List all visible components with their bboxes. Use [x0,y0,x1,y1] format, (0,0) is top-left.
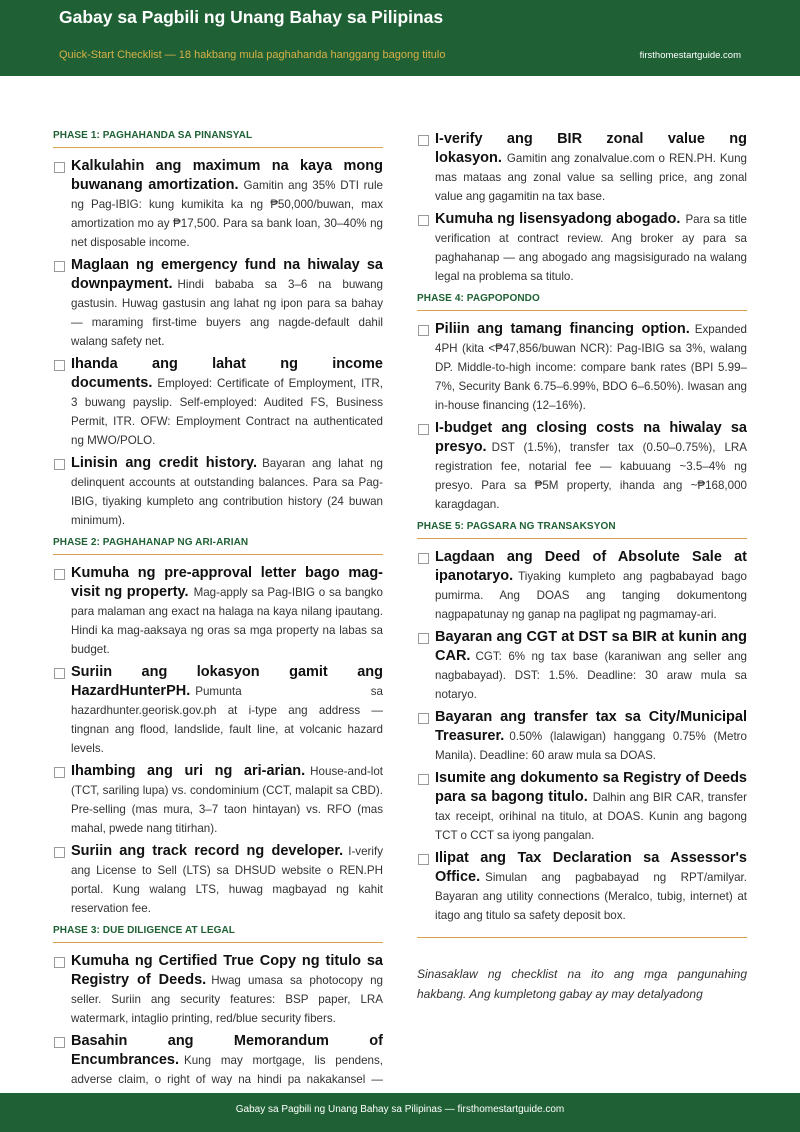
item-title: Kumuha ng Certified True Copy ng titulo sa Registry of Deeds. [71,953,383,988]
item-body: 0.50% (lalawigan) hanggang 0.75% (Metro Manila). Deadline: 60 araw mula sa DOAS. [435,730,747,762]
document-title: Gabay sa Pagbili ng Unang Bahay sa Pilipinas [59,7,444,27]
closing-note: Sinasaklaw ng checklist na ito ang mga pangunahing hakbang. Ang kumpletong gabay ay may detalyadong [417,967,747,1001]
item-title: Linisin ang credit history. [71,455,258,471]
page-header [0,0,800,76]
item-title: Lagdaan ang Deed of Absolute Sale at ipanotaryo. [435,549,747,584]
item-title: Ihambing ang uri ng ari-arian. [71,763,306,779]
item-title: I-budget ang closing costs na hiwalay sa presyo. [435,420,747,455]
item-body: Bayaran ang lahat ng delinquent accounts at outstanding balances. Para sa Pag-IBIG, tiyaking kumpleto ang contribution history (24 buwan minimum). [71,457,383,527]
checkbox[interactable] [54,668,65,679]
checklist-item [417,849,747,925]
checkbox[interactable] [418,424,429,435]
item-body: Kung may mortgage, lis pendens, adverse claim, o right of way na hindi pa nakakansel — [71,1054,383,1086]
checklist-item [417,708,747,765]
header-site-link[interactable]: firsthomestartguide.com [639,50,741,61]
phase-heading: PHASE 2: PAGHAHANAP NG ARI-ARIAN [53,537,383,555]
section-divider [417,937,747,938]
checkbox[interactable] [418,215,429,226]
checklist-item [417,130,747,206]
checkbox[interactable] [54,162,65,173]
document-subtitle: Quick-Start Checklist — 18 hakbang mula paghahanda hanggang bagong titulo [59,49,446,61]
checklist-item [53,256,383,351]
checklist-item [53,355,383,450]
item-body: Dalhin ang BIR CAR, transfer tax receipt, orihinal na titulo, at DOAS. Kunin ang bagong TCT o CCT sa iyong pangalan. [435,791,747,842]
item-body: Simulan ang pagbabayad ng RPT/amilyar. Bayaran ang utility connections (Meralco, tubig, internet) at itago ang titulo sa safety deposit box. [435,871,747,922]
right-column [417,130,747,1085]
item-body: Pumunta sa hazardhunter.georisk.gov.ph at i-type ang address — tingnan ang flood, landslide, fault line, at volcanic hazard levels. [71,685,383,755]
checkbox[interactable] [54,847,65,858]
checkbox[interactable] [54,957,65,968]
item-title: Bayaran ang transfer tax sa City/Municipal Treasurer. [435,709,747,744]
checkbox[interactable] [54,360,65,371]
item-title: I-verify ang BIR zonal value ng lokasyon. [435,131,747,166]
item-body: Para sa title verification at contract review. Ang broker ay para sa paghahanap — ang abogado ang magsisigurado na walang legal na problema sa titulo. [435,213,747,283]
item-title: Maglaan ng emergency fund na hiwalay sa downpayment. [71,257,383,292]
checklist-item [53,454,383,530]
checkbox[interactable] [54,1037,65,1048]
item-title: Ihanda ang lahat ng income documents. [71,356,383,391]
phase-heading: PHASE 1: PAGHAHANDA SA PINANSYAL [53,130,383,148]
item-body: CGT: 6% ng tax base (karaniwan ang seller ang nagbabayad). DST: 1.5%. Deadline: 30 araw mula sa notaryo. [435,650,747,701]
item-body: Mag-apply sa Pag-IBIG o sa bangko para malaman ang exact na halaga na kaya nilang ipautang. Hindi ka mag-aaksaya ng oras sa mga property na labas sa budget. [71,586,383,656]
item-body: Tiyaking kumpleto ang pagbabayad bago pumirma. Ang DOAS ang tanging dokumentong nagpapatunay ng ganap na paglipat ng pagmamay-ari. [435,570,747,621]
checklist-item [53,842,383,918]
item-title: Bayaran ang CGT at DST sa BIR at kunin ang CAR. [435,629,747,664]
checklist-item [53,762,383,838]
item-title: Ilipat ang Tax Declaration sa Assessor's Office. [435,850,747,885]
checkbox[interactable] [54,767,65,778]
item-body: I-verify ang License to Sell (LTS) sa DHSUD website o REN.PH portal. Kung walang LTS, huwag magbayad ng kahit reservation fee. [71,845,383,915]
checklist-item [53,564,383,659]
checkbox[interactable] [54,459,65,470]
item-body: Hwag umasa sa photocopy ng seller. Suriin ang security features: BSP paper, LRA watermark, intaglio printing, red/blue security fibers. [71,974,383,1025]
checkbox[interactable] [418,135,429,146]
item-title: Basahin ang Memorandum of Encumbrances. [71,1033,383,1068]
checkbox[interactable] [418,633,429,644]
item-title: Suriin ang lokasyon gamit ang HazardHunterPH. [71,664,383,699]
checkbox[interactable] [54,261,65,272]
checkbox[interactable] [418,854,429,865]
checklist-item [53,157,383,252]
checklist-item [417,628,747,704]
checklist-item [417,210,747,286]
item-body: Gamitin ang zonalvalue.com o REN.PH. Kung mas mataas ang zonal value sa selling price, ang zonal value ang gagamitin na tax base. [435,152,747,203]
checkbox[interactable] [418,713,429,724]
checklist-item [417,548,747,624]
item-body: Employed: Certificate of Employment, ITR, 3 buwang payslip. Self-employed: Audited FS, Business Permit, ITR. OFW: Employment Contract na authenticated ng MWO/POLO. [71,377,383,447]
item-title: Suriin ang track record ng developer. [71,843,344,859]
phase-heading: PHASE 4: PAGPOPONDO [417,293,747,311]
checkbox[interactable] [418,553,429,564]
item-title: Kalkulahin ang maximum na kaya mong buwanang amortization. [71,158,383,193]
item-title: Isumite ang dokumento sa Registry of Deeds para sa bagong titulo. [435,770,747,805]
left-column [53,130,383,1085]
page-footer: Gabay sa Pagbili ng Unang Bahay sa Pilipinas — firsthomestartguide.com [0,1093,800,1132]
checkbox[interactable] [418,325,429,336]
item-title: Piliin ang tamang financing option. [435,321,690,337]
phase-heading: PHASE 3: DUE DILIGENCE AT LEGAL [53,925,383,943]
item-title: Kumuha ng pre-approval letter bago mag-visit ng property. [71,565,383,600]
item-body: Expanded 4PH (kita <₱47,856/buwan NCR): Pag-IBIG sa 3%, walang DP. Middle-to-high income: compare bank rates (BPI 5.99–7%, Security Bank 6.75–6.99%, BDO 6–6.50%). Iwasan ang in-house financing (12–16%). [435,323,747,412]
item-body: DST (1.5%), transfer tax (0.50–0.75%), LRA registration fee, notarial fee — kabuuang ~3.5–4% ng presyo. Para sa ₱5M property, ihanda ang ~₱168,000 karagdagan. [435,441,747,511]
item-title: Kumuha ng lisensyadong abogado. [435,211,681,227]
item-body: House-and-lot (TCT, sariling lupa) vs. condominium (CCT, malapit sa CBD). Pre-selling (mas mura, 3–7 taon hintayan) vs. RFO (mas mahal, pwede nang titirhan). [71,765,383,835]
checklist-item [417,320,747,415]
item-body: Hindi bababa sa 3–6 na buwang gastusin. Huwag gastusin ang lahat ng ipon para sa bahay — maraming first-time buyers ang nagde-default dahil walang safety net. [71,278,383,348]
phase-heading: PHASE 5: PAGSARA NG TRANSAKSYON [417,521,747,539]
checklist-item [417,419,747,514]
checklist-item [53,952,383,1028]
checkbox[interactable] [418,774,429,785]
checklist-item [53,663,383,758]
item-body: Gamitin ang 35% DTI rule ng Pag-IBIG: kung kumikita ka ng ₱50,000/buwan, max amortization mo ay ₱17,500. Para sa bank loan, 30–40% ng net disposable income. [71,179,383,249]
checkbox[interactable] [54,569,65,580]
checklist-item [417,769,747,845]
